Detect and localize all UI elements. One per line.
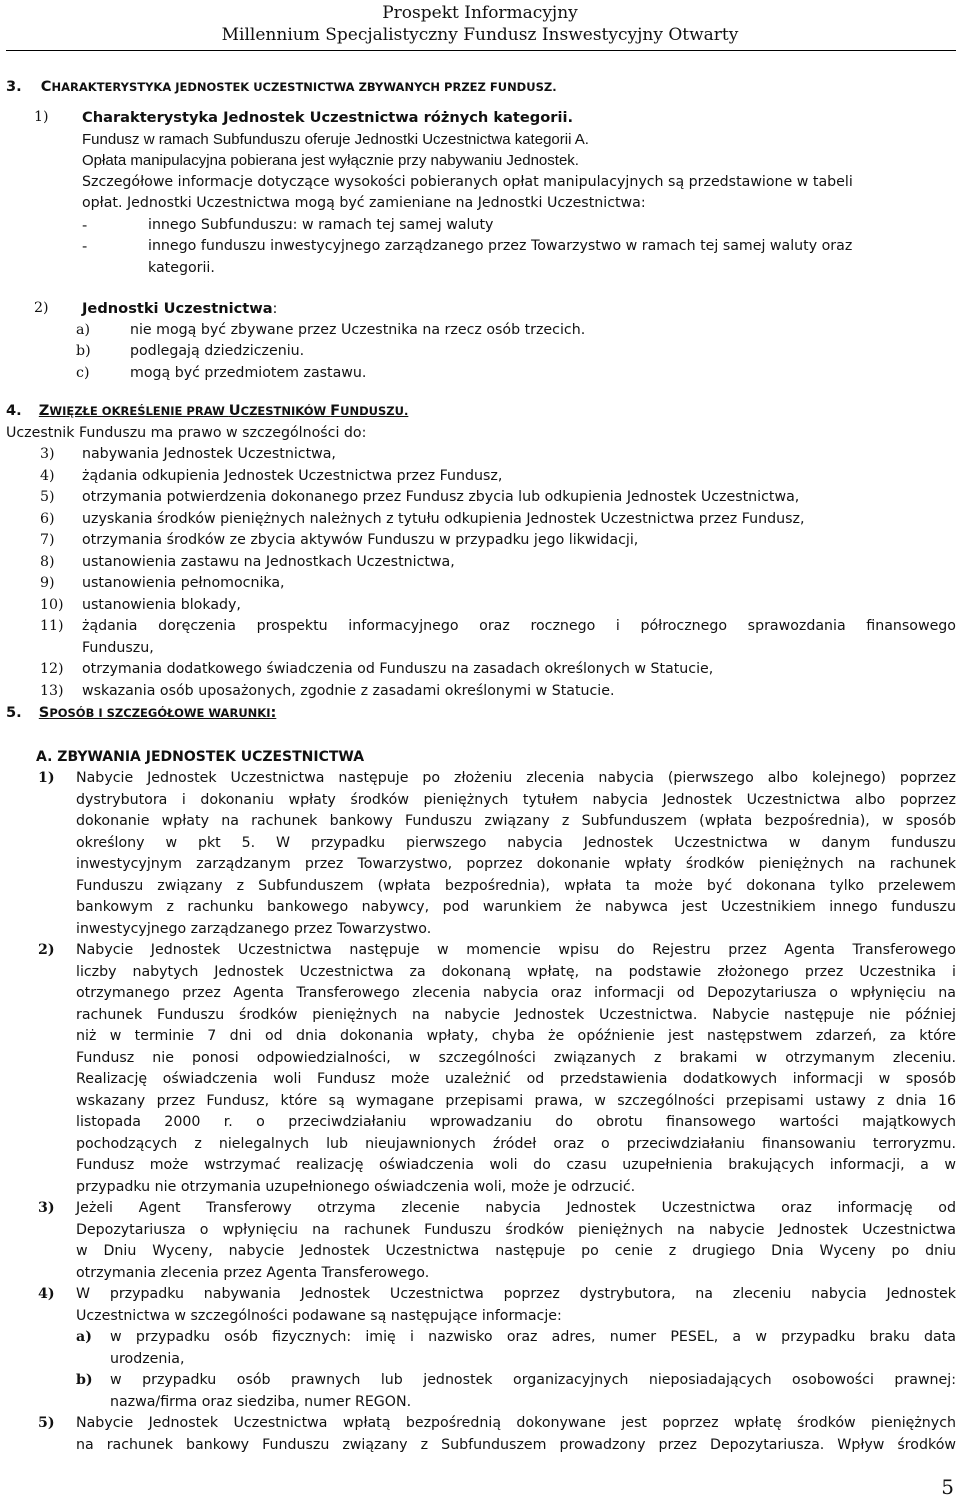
rights-list [6,444,956,702]
subsection-a-heading: A. ZBYWANIA JEDNOSTEK UCZESTNICTWA [36,748,365,765]
s3-point-1-title: Charakterystyka Jednostek Uczestnictwa różnych kategorii. [82,109,573,126]
document-header [0,0,960,50]
rights-item: 7) otrzymania środków ze zbycia aktywów Funduszu w przypadku jego likwidacji, [40,532,639,548]
section-4-heading: 4. ZWIĘZŁE OKREŚLENIE PRAW UCZESTNIKÓW FUNDUSZU. [6,402,409,419]
s5-point-2: 2) Nabycie Jednostek Uczestnictwa następuje w momencie wpisu do Rejestru przez Agenta Transferowego liczby nabytych Jednostek Uczestnictwa za dokonaną wpłatę, na podstawie złożonego przez Uczestnika i otrzymanego przez Agenta Transferowego zlecenia nabycia oraz informacji od Depozytariusza o wpłynięciu na rachunek Funduszu środków pieniężnych na nabycie Jednostek Uczestnictwa. Nabycie następuje nie później niż w terminie 7 dni od dnia dokonania wpłaty, chyba że opóźnienie jest następstwem zdarzeń, za które Fundusz nie ponosi odpowiedzialności, w szczególności związanych z brakami w otrzymanym zleceniu. Realizację oświadczenia woli Fundusz może uzależnić od przedstawienia dodatkowych informacji w sposób wskazany przez Fundusz, które są wymagane przepisami prawa, w szczególności przepisami ustawy z dnia 16 listopada 2000 r. o przeciwdziałaniu wprowadzaniu do obrotu finansowego wartości majątkowych pochodzących z nielegalnych lub nieujawnionych źródeł oraz o przeciwdziałaniu finansowaniu terroryzmu. Fundusz może wstrzymać realizację oświadczenia woli do czasu uzupełnienia brakujących informacji, a w przypadku nie otrzymania uzupełnionego oświadczenia woli, może je odrzucić. [38,942,956,1195]
section-4-intro: Uczestnik Funduszu ma prawo w szczególności do: [6,424,367,441]
header-title: Prospekt Informacyjny [382,3,578,23]
rights-item: 13) wskazania osób uposażonych, zgodnie z zasadami określonymi w Statucie. [40,682,615,699]
rights-item: 11) żądania doręczenia prospektu informacyjnego oraz rocznego i półrocznego sprawozdania finansowego Funduszu, [40,618,956,656]
rights-item: 5) otrzymania potwierdzenia dokonanego przez Fundusz zbycia lub odkupienia Jednostek Uczestnictwa, [40,489,800,505]
rights-item: 12) otrzymania dodatkowego świadczenia od Funduszu na zasadach określonych w Statucie, [40,661,714,677]
s5-point-5: 5) Nabycie Jednostek Uczestnictwa wpłatą bezpośrednią dokonywane jest poprzez wpłatę środków pieniężnych na rachunek bankowy Funduszu związany z Subfunduszem prowadzony przez Depozytariusza. Wpływ środków [38,1415,956,1453]
s3-point-2-item-a: a) nie mogą być zbywane przez Uczestnika na rzecz osób trzecich. [76,321,586,338]
rights-item: 4) żądania odkupienia Jednostek Uczestnictwa przez Fundusz, [40,467,503,484]
s3-point-2-item-c: c) mogą być przedmiotem zastawu. [76,364,367,381]
section-3-heading: 3. CHARAKTERYSTYKA JEDNOSTEK UCZESTNICTWA ZBYWANYCH PRZEZ FUNDUSZ. [6,78,557,95]
rights-item: 3) nabywania Jednostek Uczestnictwa, [40,446,336,462]
page-number: 5 [941,1474,954,1499]
s5-point-3: 3) Jeżeli Agent Transferowy otrzyma zlecenie nabycia Jednostek Uczestnictwa oraz informację od Depozytariusza o wpłynięciu na rachunek Funduszu środków pieniężnych na nabycie Jednostek Uczestnictwa w Dniu Wyceny, nabycie Jednostek Uczestnictwa następuje po cenie z drugiego Dnia Wyceny po dniu otrzymania zlecenia przez Agenta Transferowego. [38,1200,956,1281]
section-5-heading: 5. SPOSÓB I SZCZEGÓŁOWE WARUNKI: [6,704,277,721]
header-fund-name: Millennium Specjalistyczny Fundusz Inswestycyjny Otwarty [221,25,739,45]
s3-point-2-item-b: b) podlegają dziedziczeniu. [76,343,305,359]
rights-item: 8) ustanowienia zastawu na Jednostkach Uczestnictwa, [40,553,455,570]
rights-item: 6) uzyskania środków pieniężnych należnych z tytułu odkupienia Jednostek Uczestnictwa przez Fundusz, [40,510,805,527]
s5-point-4-item-b: b) w przypadku osób prawnych lub jednostek organizacyjnych nieposiadających osobowości prawnej: nazwa/firma oraz siedziba, numer REGON. [76,1372,956,1410]
document-body [6,70,956,1456]
s5-point-4: 4) W przypadku nabywania Jednostek Uczestnictwa poprzez dystrybutora, na zleceniu nabycia Jednostek Uczestnictwa w szczególności podawane są następujące informacje: a) w przypadku osób fizycznych: imię i nazwisko oraz adres, numer PESEL, a w przypadku braku data urodzenia, b) w przypadku osób prawnych lub jednostek organizacyjnych nieposiadających osobowości prawnej: nazwa/firma oraz siedziba, numer REGON. [6,1284,956,1413]
s5-point-1: 1) Nabycie Jednostek Uczestnictwa następuje po złożeniu zlecenia nabycia (pierwszego albo kolejnego) poprzez dystrybutora i dokonaniu wpłaty środków pieniężnych tytułem nabycia Jednostek Uczestnictwa albo poprzez dokonanie wpłaty na rachunek bankowy Funduszu związany z Subfunduszem (wpłata bezpośrednia), w sposób określony w pkt 5. W przypadku pierwszego nabycia Jednostek Uczestnictwa w danym funduszu inwestycyjnym zarządzanym przez Towarzystwo, poprzez dokonanie wpłaty środków pieniężnych na rachunek Funduszu związany z Subfunduszem (wpłata bezpośrednia), wpłata ta może być dokonana tylko przelewem bankowym z rachunku bankowego nabywcy, pod warunkiem że nabywca jest Uczestnikiem innego funduszu inwestycyjnego zarządzanego przez Towarzystwo. [38,770,956,937]
s3-dash-1: - innego Subfunduszu: w ramach tej samej waluty [82,216,494,234]
rights-item: 9) ustanowienia pełnomocnika, [40,575,285,591]
rights-item: 10) ustanowienia blokady, [40,596,241,613]
s3-point-1: 1) Charakterystyka Jednostek Uczestnictwa różnych kategorii. Fundusz w ramach Subfunduszu oferuje Jednostki Uczestnictwa kategorii A. Opłata manipulacyjna pobierana jest wyłącznie przy nabywaniu Jednostek. Szczegółowe informacje dotyczące wysokości pobieranych opłat manipulacyjnych są przedstawione w tabeli opłat. Jednostki Uczestnictwa mogą być zamieniane na Jednostki Uczestnictwa: [6,107,956,215]
header-divider [6,50,956,51]
s3-point-2: 2) Jednostki Uczestnictwa: [34,300,278,317]
s3-dash-2: - innego funduszu inwestycyjnego zarządzanego przez Towarzystwo w ramach tej samej waluty oraz kategorii. [82,238,853,276]
s5-point-4-item-a: a) w przypadku osób fizycznych: imię i nazwisko oraz adres, numer PESEL, a w przypadku braku data urodzenia, [76,1329,956,1367]
